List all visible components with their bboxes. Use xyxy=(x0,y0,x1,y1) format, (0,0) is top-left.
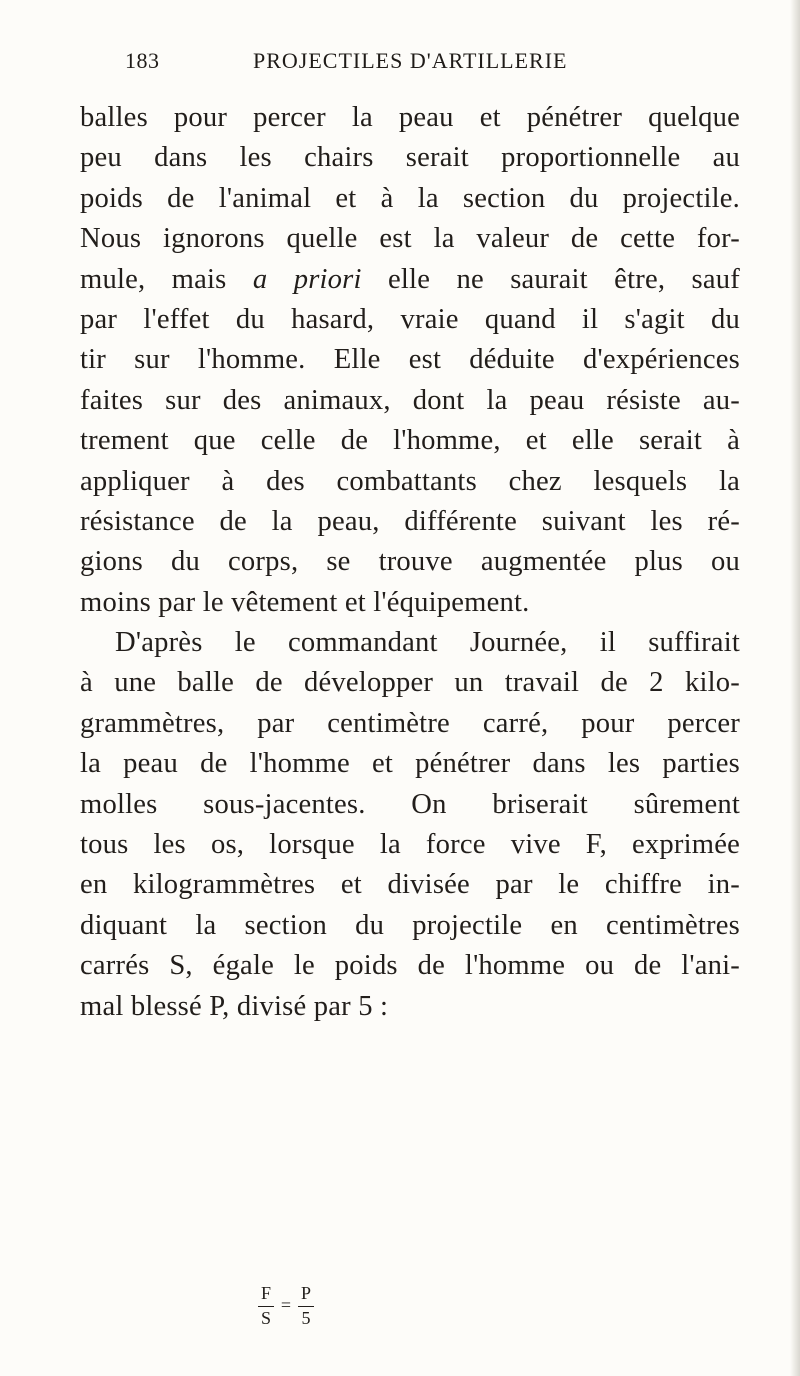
italic-phrase: a priori xyxy=(252,263,362,295)
text-line: trement que celle de l'homme, et elle serait à xyxy=(80,425,740,457)
body-text xyxy=(80,98,740,1027)
text-line: molles sous-jacentes. On briserait sûrement xyxy=(80,788,740,820)
text-line: tir sur l'homme. Elle est déduite d'expériences xyxy=(80,344,740,376)
page-number: 183 xyxy=(125,48,160,73)
text-line: moins par le vêtement et l'équipement. xyxy=(80,586,530,618)
text-line: faites sur des animaux, dont la peau résiste au- xyxy=(80,384,740,416)
text-line: balles pour percer la peau et pénétrer quelque xyxy=(80,102,740,133)
running-title: PROJECTILES D'ARTILLERIE xyxy=(253,48,568,73)
text-segment: mule, mais xyxy=(80,263,253,295)
formula-left-fraction xyxy=(256,1282,276,1329)
text-line: appliquer à des combattants chez lesquels la xyxy=(80,465,740,497)
page-edge-shadow xyxy=(790,0,800,1376)
text-line: gions du corps, se trouve augmentée plus ou xyxy=(80,546,740,578)
text-line: poids de l'animal et à la section du projectile. xyxy=(80,182,740,214)
text-line: carrés S, égale le poids de l'homme ou de l'ani- xyxy=(80,950,740,982)
formula-right-fraction xyxy=(296,1282,316,1329)
text-line: diquant la section du projectile en centimètres xyxy=(80,909,740,941)
text-line: mal blessé P, divisé par 5 : xyxy=(80,990,389,1022)
page-header xyxy=(0,48,800,84)
text-line: à une balle de développer un travail de 2 kilo- xyxy=(80,667,740,699)
text-line: la peau de l'homme et pénétrer dans les parties xyxy=(80,748,740,780)
text-line: Nous ignorons quelle est la valeur de cette for- xyxy=(80,223,740,255)
text-line: par l'effet du hasard, vraie quand il s'agit du xyxy=(80,303,740,335)
text-line xyxy=(80,260,740,300)
text-line: résistance de la peau, différente suivant les ré- xyxy=(80,505,740,537)
formula-numerator: F xyxy=(260,1283,271,1303)
formula xyxy=(256,1282,346,1342)
text-line: grammètres, par centimètre carré, pour percer xyxy=(80,707,740,739)
formula-denominator: S xyxy=(260,1308,271,1328)
formula-denominator: 5 xyxy=(301,1308,311,1328)
formula-equals: = xyxy=(280,1295,292,1315)
text-line: D'après le commandant Journée, il suffirait xyxy=(115,627,740,659)
formula-numerator: P xyxy=(300,1283,311,1303)
text-line: tous les os, lorsque la force vive F, exprimée xyxy=(80,829,740,861)
text-segment: elle ne saurait être, sauf xyxy=(361,263,740,295)
text-line: peu dans les chairs serait proportionnelle au xyxy=(80,142,740,174)
text-line: en kilogrammètres et divisée par le chiffre in- xyxy=(80,869,740,901)
